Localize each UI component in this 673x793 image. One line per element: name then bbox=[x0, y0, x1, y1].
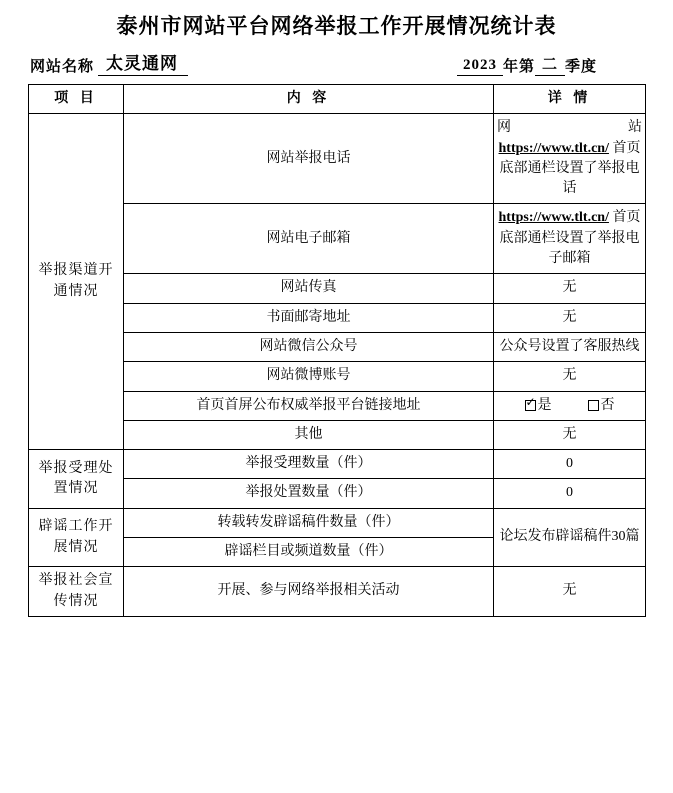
page-title: 泰州市网站平台网络举报工作开展情况统计表 bbox=[116, 14, 557, 38]
row-content: 网站微博账号 bbox=[124, 362, 494, 391]
row-content: 网站传真 bbox=[124, 274, 494, 303]
checkbox-no[interactable] bbox=[588, 396, 615, 416]
report-url-link[interactable]: https://www.tlt.cn/ bbox=[498, 210, 609, 226]
table-row bbox=[29, 567, 646, 617]
row-detail: 论坛发布辟谣稿件30篇 bbox=[494, 508, 646, 567]
row-detail: 0 bbox=[494, 479, 646, 508]
header-content: 内 容 bbox=[124, 85, 494, 114]
row-detail: 0 bbox=[494, 450, 646, 479]
header-detail: 详 情 bbox=[494, 85, 646, 114]
category-acceptance: 举报受理处置情况 bbox=[29, 450, 124, 509]
row-content: 网站微信公众号 bbox=[124, 332, 494, 361]
row-detail: 无 bbox=[494, 303, 646, 332]
detail-suffix: 首页底部通栏设置了举报电子邮箱 bbox=[499, 210, 641, 267]
checkbox-no-label: 否 bbox=[600, 397, 615, 413]
row-content: 书面邮寄地址 bbox=[124, 303, 494, 332]
report-period bbox=[457, 53, 597, 76]
row-detail: 无 bbox=[494, 567, 646, 617]
table-header-row bbox=[29, 85, 646, 114]
row-content: 网站电子邮箱 bbox=[124, 204, 494, 274]
row-detail: 无 bbox=[494, 274, 646, 303]
row-content: 首页首屏公布权威举报平台链接地址 bbox=[124, 391, 494, 420]
row-detail bbox=[494, 204, 646, 274]
row-content: 开展、参与网络举报相关活动 bbox=[124, 567, 494, 617]
table-row bbox=[29, 508, 646, 537]
year-suffix-label: 年第 bbox=[502, 59, 535, 75]
checkbox-checked-icon[interactable] bbox=[525, 400, 536, 411]
yes-no-checkbox-group bbox=[497, 396, 642, 416]
row-content: 其他 bbox=[124, 420, 494, 449]
checkbox-empty-icon[interactable] bbox=[588, 400, 599, 411]
subheader bbox=[30, 50, 643, 76]
row-content: 举报受理数量（件） bbox=[124, 450, 494, 479]
detail-suffix: 首页底部通栏设置了举报电话 bbox=[499, 140, 641, 197]
site-name-label: 网站名称 bbox=[30, 59, 95, 75]
year-value: 2023 bbox=[457, 57, 503, 76]
table-row bbox=[29, 114, 646, 204]
category-channels: 举报渠道开通情况 bbox=[29, 114, 124, 450]
category-publicity: 举报社会宣传情况 bbox=[29, 567, 124, 617]
row-detail bbox=[494, 114, 646, 204]
document-page bbox=[0, 10, 673, 793]
quarter-suffix-label: 季度 bbox=[564, 59, 597, 75]
site-name-value: 太灵通网 bbox=[98, 49, 188, 76]
report-url-link[interactable]: https://www.tlt.cn/ bbox=[498, 140, 609, 156]
row-detail: 公众号设置了客服热线 bbox=[494, 332, 646, 361]
row-detail: 无 bbox=[494, 420, 646, 449]
checkbox-yes-label: 是 bbox=[537, 397, 552, 413]
checkbox-yes[interactable] bbox=[525, 396, 552, 416]
row-detail: 无 bbox=[494, 362, 646, 391]
detail-prefix: 网 站 bbox=[497, 120, 642, 136]
row-content: 网站举报电话 bbox=[124, 114, 494, 204]
quarter-value: 二 bbox=[535, 53, 565, 76]
table-row bbox=[29, 450, 646, 479]
category-rumor-refutation: 辟谣工作开展情况 bbox=[29, 508, 124, 567]
header-item: 项 目 bbox=[29, 85, 124, 114]
row-content: 辟谣栏目或频道数量（件） bbox=[124, 538, 494, 567]
report-table bbox=[28, 84, 646, 617]
row-detail-checkboxes bbox=[494, 391, 646, 420]
row-content: 转载转发辟谣稿件数量（件） bbox=[124, 508, 494, 537]
row-content: 举报处置数量（件） bbox=[124, 479, 494, 508]
